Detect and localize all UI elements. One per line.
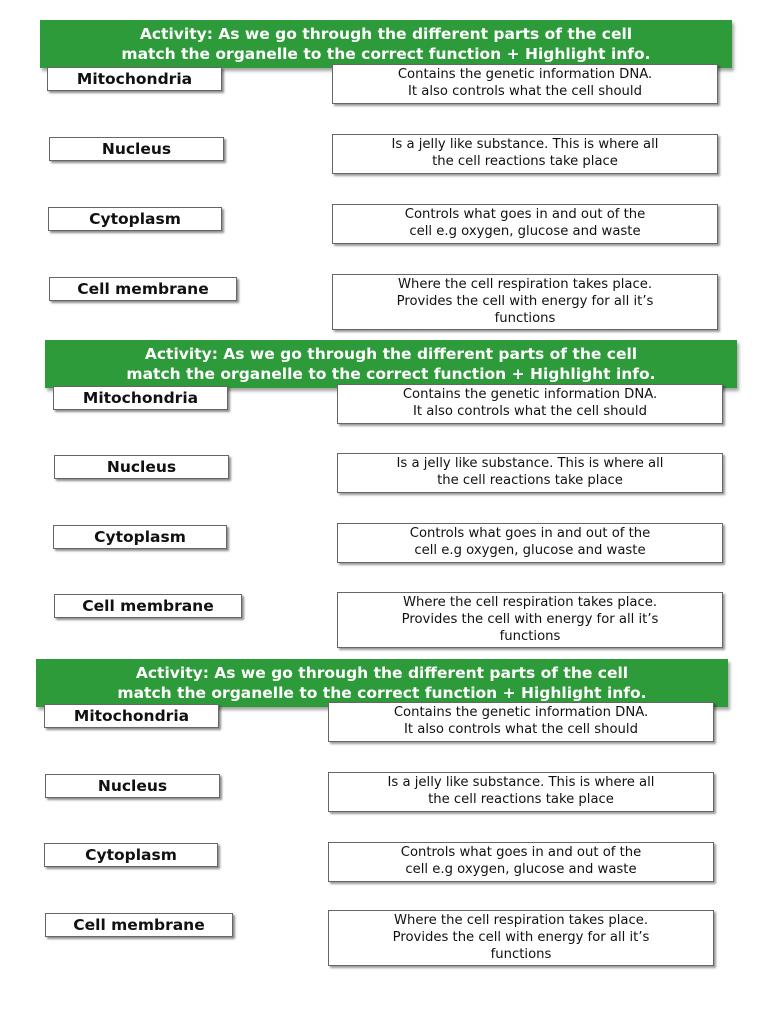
function-line: functions [499,629,561,644]
function-line: Provides the cell with energy for all it’s [396,294,654,309]
function-line: Where the cell respiration takes place. [402,595,658,610]
function-line: Contains the genetic information DNA. [397,67,653,82]
function-box [332,204,718,244]
function-line: Controls what goes in and out of the [404,207,646,222]
activity-2 [0,340,768,660]
banner-line-1: Activity: As we go through the different parts of the cell [139,25,633,43]
function-line: the cell reactions take place [437,473,623,488]
function-box [337,592,723,648]
banner-line-2: match the organelle to the correct function + Highlight info. [121,45,651,63]
banner-line-1: Activity: As we go through the different parts of the cell [135,664,629,682]
organelle-mitochondria: Mitochondria [53,386,228,410]
function-line: Controls what goes in and out of the [400,845,642,860]
activity-banner [40,20,732,68]
function-line: the cell reactions take place [432,154,618,169]
function-box [328,910,714,966]
organelle-mitochondria: Mitochondria [44,704,219,728]
function-line: Where the cell respiration takes place. [393,913,649,928]
organelle-cytoplasm: Cytoplasm [48,207,222,231]
organelle-cytoplasm: Cytoplasm [44,843,218,867]
function-line: Is a jelly like substance. This is where all [391,137,659,152]
function-box [337,384,723,424]
banner-line-1: Activity: As we go through the different parts of the cell [144,345,638,363]
function-box [332,64,718,104]
function-line: Where the cell respiration takes place. [397,277,653,292]
organelle-cell-membrane: Cell membrane [49,277,237,301]
organelle-cell-membrane: Cell membrane [45,913,233,937]
function-line: functions [494,311,556,326]
organelle-cell-membrane: Cell membrane [54,594,242,618]
function-line: Contains the genetic information DNA. [393,705,649,720]
function-box [337,453,723,493]
organelle-nucleus: Nucleus [54,455,229,479]
organelle-nucleus: Nucleus [49,137,224,161]
banner-line-2: match the organelle to the correct function + Highlight info. [126,365,656,383]
function-box [328,772,714,812]
function-line: cell e.g oxygen, glucose and waste [405,862,637,877]
activity-banner [36,659,728,707]
function-box [328,702,714,742]
function-line: It also controls what the cell should [408,84,642,99]
function-box [337,523,723,563]
function-line: cell e.g oxygen, glucose and waste [414,543,646,558]
function-line: the cell reactions take place [428,792,614,807]
banner-line-2: match the organelle to the correct function + Highlight info. [117,684,647,702]
function-line: Provides the cell with energy for all it’s [392,930,650,945]
activity-3 [0,659,768,979]
function-line: Controls what goes in and out of the [409,526,651,541]
function-line: It also controls what the cell should [413,404,647,419]
organelle-mitochondria: Mitochondria [47,67,222,91]
function-line: cell e.g oxygen, glucose and waste [409,224,641,239]
activity-banner [45,340,737,388]
function-line: It also controls what the cell should [404,722,638,737]
function-box [328,842,714,882]
function-box [332,134,718,174]
function-line: Is a jelly like substance. This is where all [387,775,655,790]
function-box [332,274,718,330]
organelle-nucleus: Nucleus [45,774,220,798]
function-line: functions [490,947,552,962]
organelle-cytoplasm: Cytoplasm [53,525,227,549]
activity-1 [0,20,768,340]
function-line: Is a jelly like substance. This is where all [396,456,664,471]
function-line: Provides the cell with energy for all it’s [401,612,659,627]
function-line: Contains the genetic information DNA. [402,387,658,402]
